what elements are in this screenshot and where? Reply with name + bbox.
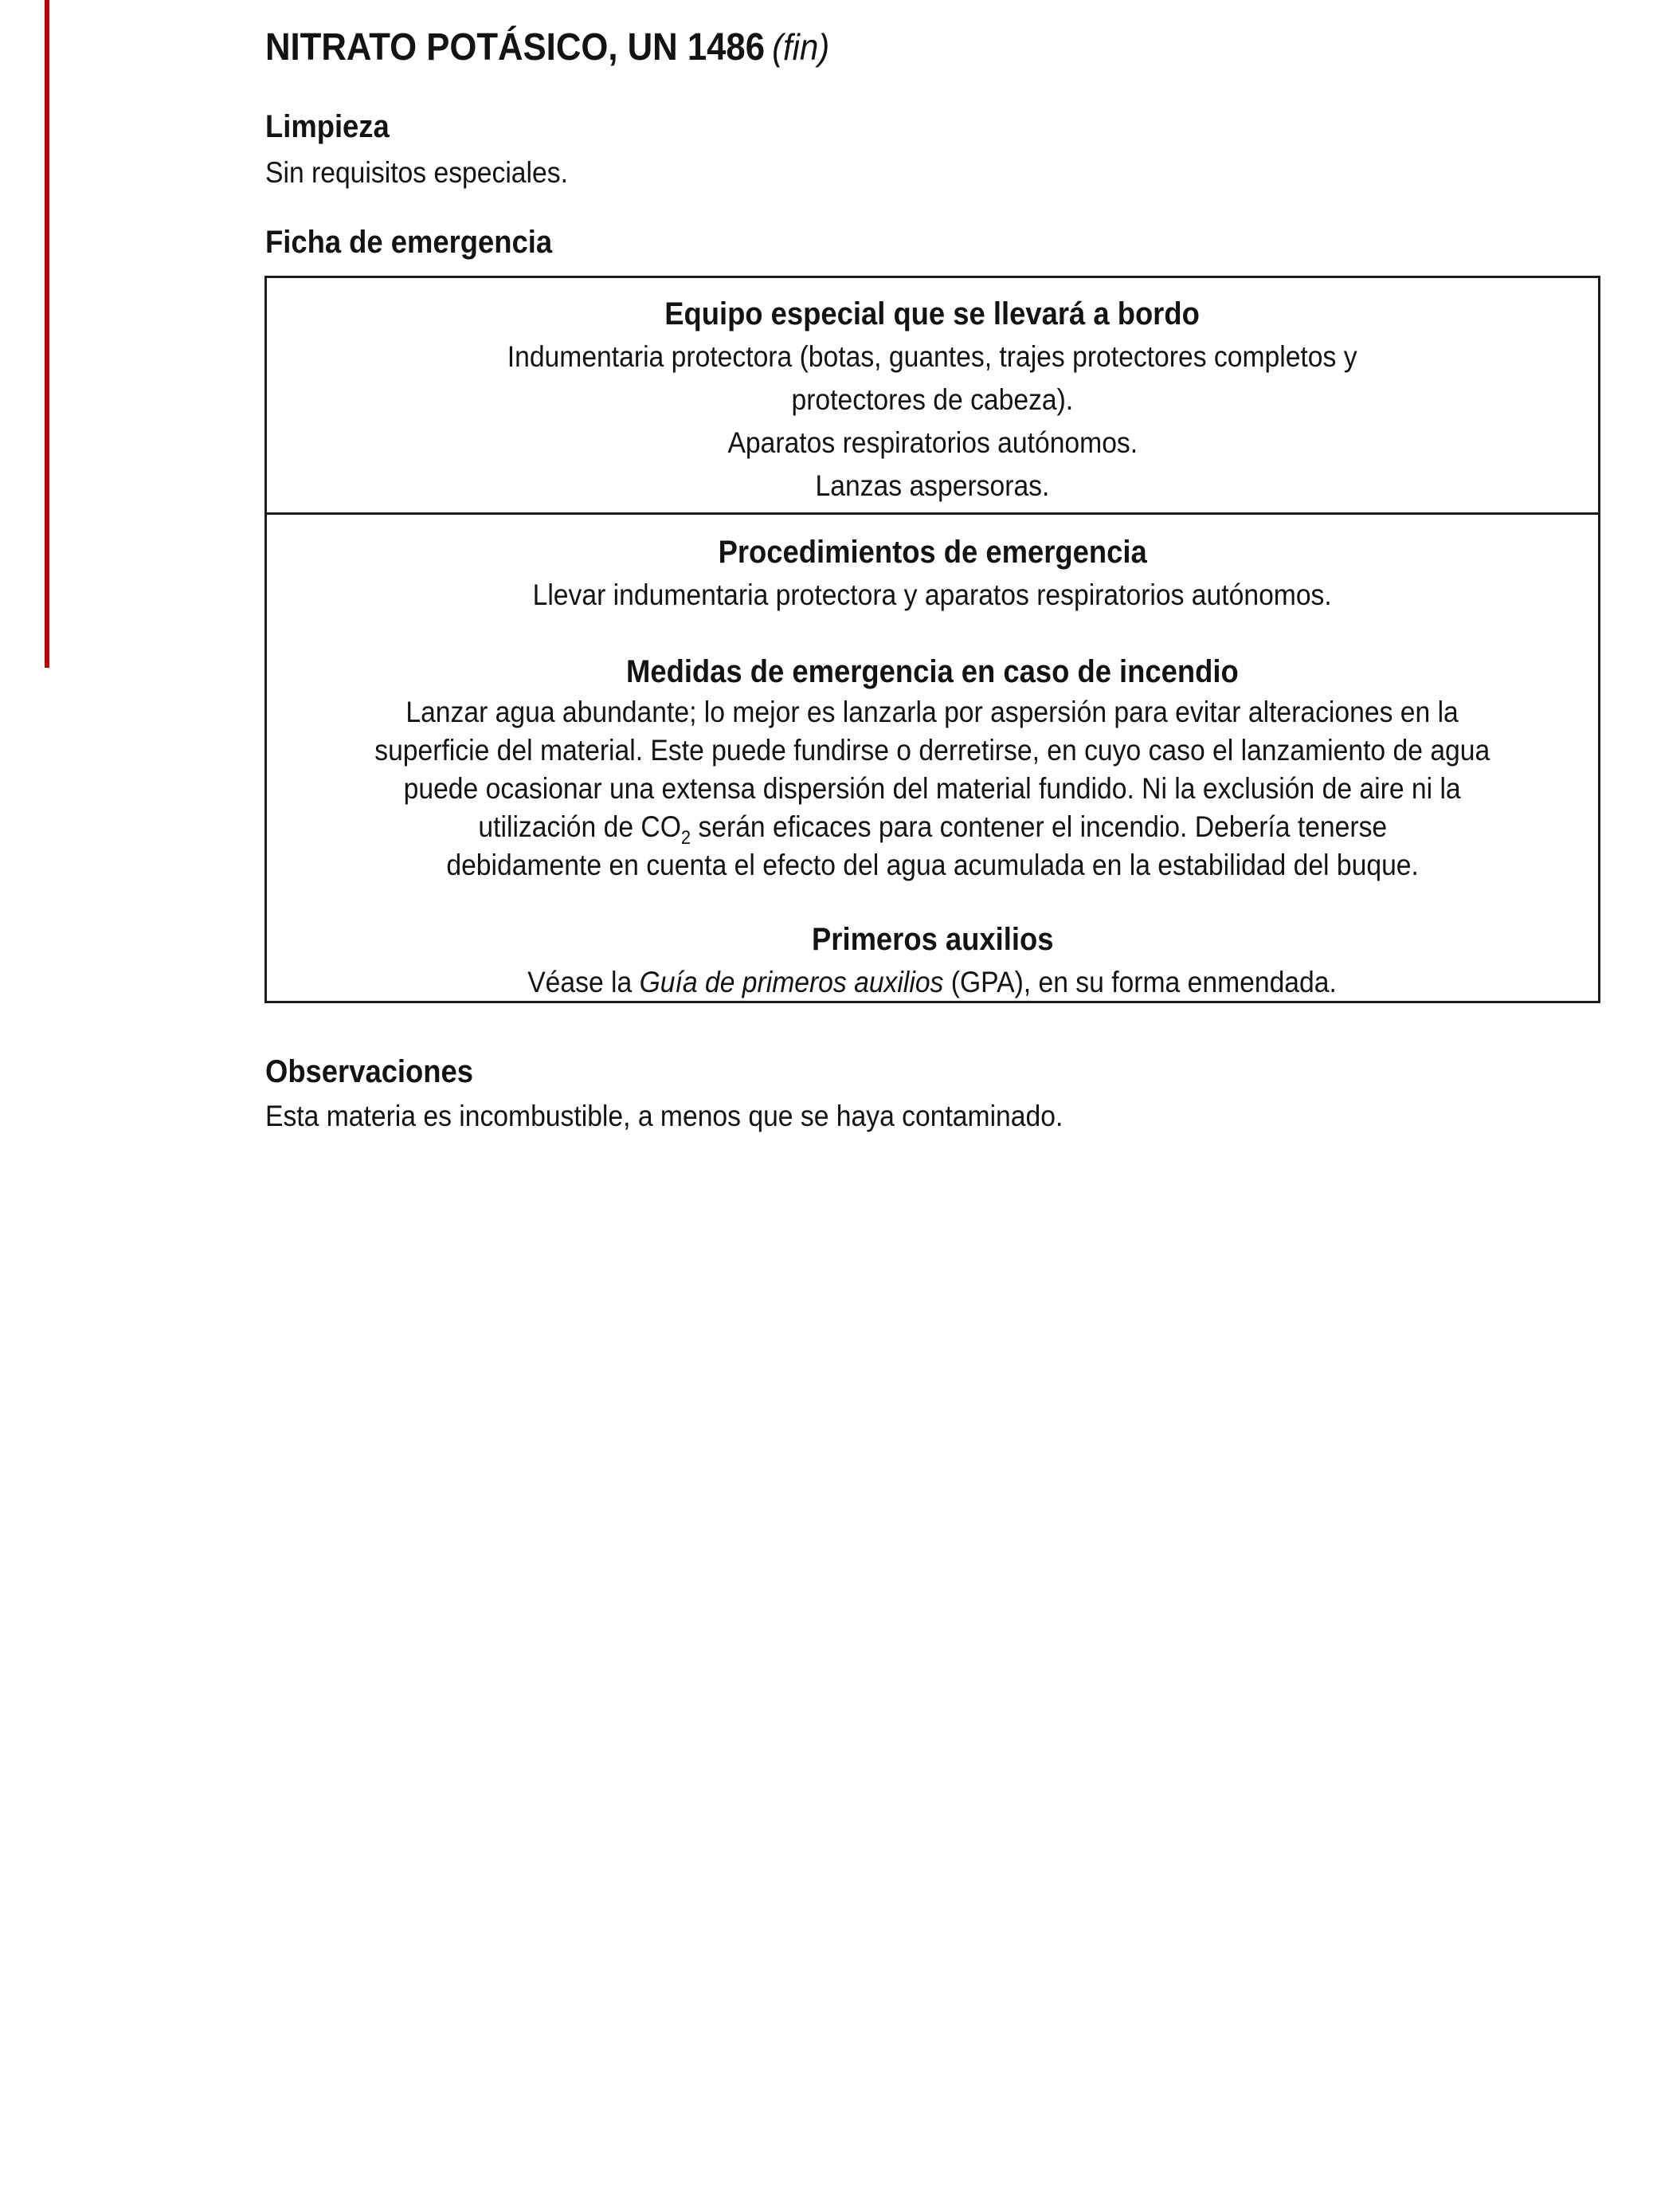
limpieza-body: Sin requisitos especiales. <box>265 156 568 189</box>
first-aid-line <box>267 961 1598 1004</box>
fire-measures-line: puede ocasionar una extensa dispersión del material fundido. Ni la exclusión de aire ni la <box>403 772 1462 805</box>
fire-measures-line: debidamente en cuenta el efecto del agua acumulada en la estabilidad del buque. <box>446 849 1419 881</box>
ficha-heading: Ficha de emergencia <box>265 225 553 260</box>
fire-measures-line: Lanzar agua abundante; lo mejor es lanzarla por aspersión para evitar alteraciones en la <box>405 696 1459 728</box>
equipment-line: Aparatos respiratorios autónomos. <box>727 426 1138 459</box>
equipment-line: protectores de cabeza). <box>791 383 1074 416</box>
observaciones-heading: Observaciones <box>265 1054 474 1089</box>
emergency-card <box>264 276 1600 1003</box>
first-aid-guide-title: Guía de primeros auxilios <box>640 966 944 998</box>
fire-measures-line-co2 <box>267 808 1598 849</box>
limpieza-heading: Limpieza <box>265 109 390 144</box>
page-title <box>265 24 885 71</box>
fire-measures-line: superficie del material. Este puede fundirse o derretirse, en cuyo caso el lanzamiento de agua <box>374 734 1490 767</box>
co2-line-pre: utilización de CO <box>478 810 681 843</box>
first-aid-post: (GPA), en su forma enmendada. <box>943 966 1338 998</box>
fire-measures-heading: Medidas de emergencia en caso de incendio <box>626 654 1239 689</box>
observaciones-body: Esta materia es incombustible, a menos que se haya contaminado. <box>265 1100 1063 1132</box>
page-title-suffix: (fin) <box>772 26 830 68</box>
equipment-heading: Equipo especial que se llevará a bordo <box>664 296 1201 331</box>
emergency-card-equipment-cell <box>267 278 1598 515</box>
first-aid-heading: Primeros auxilios <box>811 922 1054 957</box>
equipment-line: Indumentaria protectora (botas, guantes, trajes protectores completos y <box>507 340 1357 373</box>
emergency-card-procedures-cell <box>267 515 1598 1004</box>
co2-line-post: serán eficaces para contener el incendio. Debería tenerse <box>690 810 1387 843</box>
co2-subscript: 2 <box>680 827 691 849</box>
procedures-heading: Procedimientos de emergencia <box>718 535 1147 570</box>
equipment-line: Lanzas aspersoras. <box>815 469 1050 502</box>
page-title-text: NITRATO POTÁSICO, UN 1486 <box>265 26 766 69</box>
first-aid-pre: Véase la <box>527 966 640 998</box>
margin-change-bar <box>45 0 49 668</box>
procedures-line: Llevar indumentaria protectora y aparatos respiratorios autónomos. <box>532 578 1333 611</box>
